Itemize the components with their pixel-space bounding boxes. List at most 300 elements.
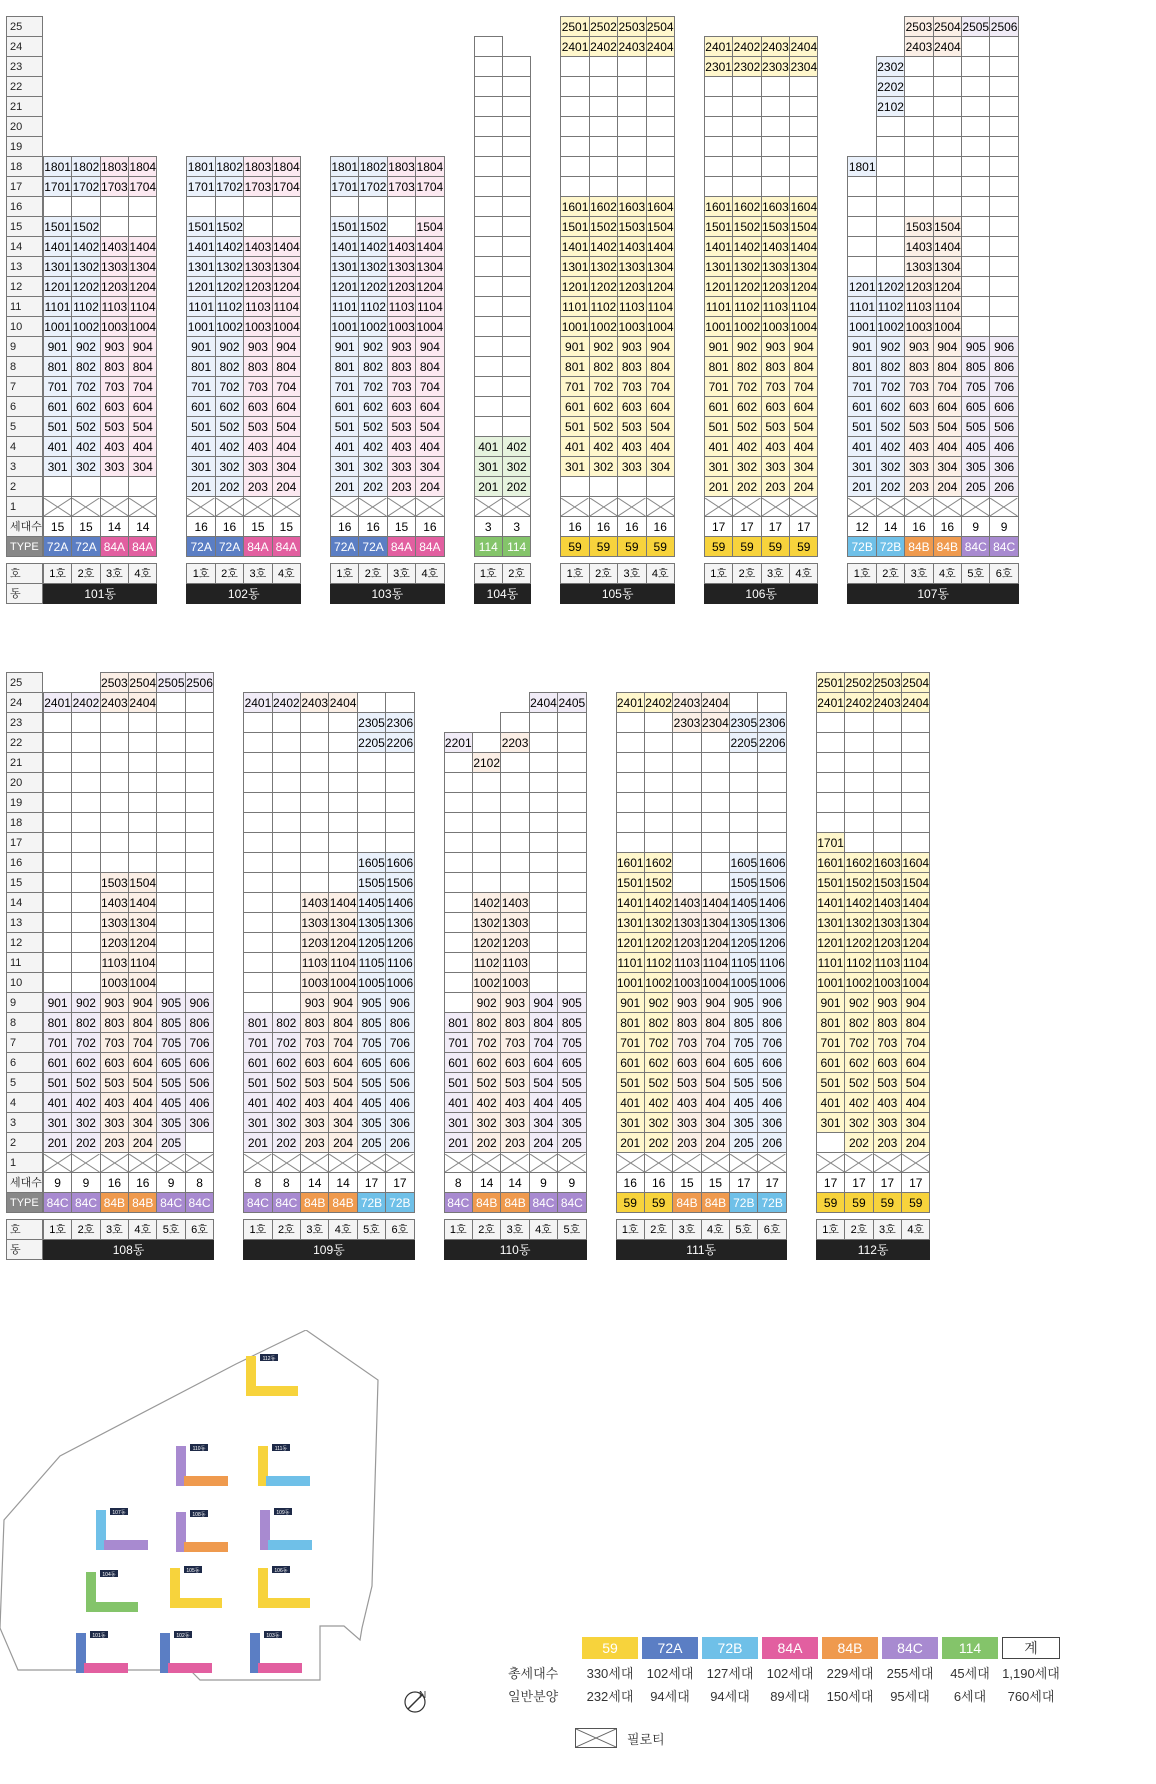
unit-cell: 602 [472,1053,500,1073]
households-count: 17 [790,517,818,537]
floor-label: 4 [7,437,43,457]
empty-unit-cell [933,117,961,137]
unit-cell: 202 [876,477,904,497]
empty-unit-cell [157,833,185,853]
ho-label: 2호 [502,564,530,584]
unit-cell: 1002 [589,317,617,337]
empty-unit-cell [474,97,502,117]
unit-cell: 1304 [902,913,930,933]
pilotis-cell [331,497,359,517]
empty-unit-cell [329,853,357,873]
empty-unit-cell [244,773,272,793]
unit-cell: 301 [43,1113,71,1133]
unit-cell: 803 [387,357,415,377]
empty-unit-cell [43,973,71,993]
empty-unit-cell [474,157,502,177]
unit-cell: 806 [990,357,1018,377]
unit-cell: 1501 [561,217,589,237]
unit-cell: 1004 [272,317,300,337]
empty-unit-cell [72,753,100,773]
unit-cell: 1606 [758,853,786,873]
type-badge: 59 [902,1193,930,1213]
dong-label: 111동 [616,1240,786,1260]
empty-unit-cell [873,793,901,813]
type-badge: 72A [187,537,215,557]
unit-cell: 1303 [387,257,415,277]
empty-unit-cell [761,137,789,157]
unit-cell: 1703 [244,177,272,197]
unit-cell: 202 [472,1133,500,1153]
unit-cell: 1201 [616,933,644,953]
empty-unit-cell [444,973,472,993]
ho-label: 6호 [758,1220,786,1240]
empty-unit-cell [529,773,557,793]
unit-cell: 904 [272,337,300,357]
empty-unit-cell [329,733,357,753]
unit-cell: 704 [129,1033,157,1053]
empty-unit-cell [301,853,329,873]
empty-unit-cell [244,833,272,853]
unit-cell: 404 [272,437,300,457]
unit-cell: 1001 [43,317,71,337]
households-count: 16 [644,1173,672,1193]
unit-cell: 1203 [905,277,933,297]
floor-label: 1 [7,497,43,517]
unit-cell: 304 [933,457,961,477]
empty-unit-cell [618,77,646,97]
type-badge: 59 [790,537,818,557]
unit-cell: 803 [873,1013,901,1033]
empty-unit-cell [561,77,589,97]
empty-unit-cell [129,217,157,237]
unit-cell: 2503 [905,17,933,37]
unit-cell: 303 [301,1113,329,1133]
unit-cell: 804 [272,357,300,377]
empty-unit-cell [758,753,786,773]
unit-cell: 501 [616,1073,644,1093]
unit-cell: 1204 [701,933,729,953]
empty-unit-cell [558,953,586,973]
unit-cell: 803 [618,357,646,377]
pilotis-cell [157,1153,185,1173]
ho-label: 4호 [902,1220,930,1240]
dong-label: 105동 [561,584,675,604]
pilotis-cell [933,497,961,517]
unit-cell: 1001 [187,317,215,337]
unit-cell: 301 [187,457,215,477]
floor-label: 14 [7,237,43,257]
empty-unit-cell [100,813,128,833]
unit-cell: 804 [529,1013,557,1033]
unit-cell: 604 [529,1053,557,1073]
legend-swatch-84C: 84C [882,1637,938,1659]
empty-unit-cell [129,833,157,853]
empty-unit-cell [474,337,502,357]
empty-unit-cell [472,773,500,793]
ho-label: 3호 [673,1220,701,1240]
unit-cell: 2403 [100,693,128,713]
ho-label: 2호 [845,1220,873,1240]
unit-cell: 604 [416,397,444,417]
empty-unit-cell [733,77,761,97]
unit-cell: 706 [386,1033,414,1053]
unit-cell: 1006 [758,973,786,993]
unit-cell: 2405 [558,693,586,713]
unit-cell: 802 [215,357,243,377]
empty-unit-cell [561,157,589,177]
unit-cell: 1403 [905,237,933,257]
unit-cell: 604 [790,397,818,417]
unit-cell: 803 [301,1013,329,1033]
type-badge: 84B [100,1193,128,1213]
type-badge: 84B [329,1193,357,1213]
unit-cell: 2506 [990,17,1018,37]
unit-cell: 1203 [244,277,272,297]
unit-cell: 503 [244,417,272,437]
site-building-block [184,1542,228,1552]
unit-cell: 306 [758,1113,786,1133]
empty-unit-cell [272,953,300,973]
empty-unit-cell [129,853,157,873]
empty-unit-cell [329,713,357,733]
empty-unit-cell [185,693,213,713]
pilotis-cell [761,497,789,517]
unit-cell: 602 [733,397,761,417]
pilotis-cell [129,1153,157,1173]
unit-cell: 2503 [100,673,128,693]
unit-cell: 1506 [758,873,786,893]
unit-cell: 503 [905,417,933,437]
floor-label: 7 [7,1033,43,1053]
empty-unit-cell [43,197,71,217]
unit-cell: 403 [244,437,272,457]
unit-cell: 1004 [129,973,157,993]
unit-cell: 602 [359,397,387,417]
unit-cell: 1002 [845,973,873,993]
unit-cell: 604 [646,397,674,417]
unit-cell: 203 [100,1133,128,1153]
type-badge: 84C [43,1193,71,1213]
empty-unit-cell [905,177,933,197]
unit-cell: 704 [902,1033,930,1053]
unit-cell: 1302 [733,257,761,277]
pilotis-cell [272,1153,300,1173]
unit-cell: 605 [558,1053,586,1073]
unit-cell: 1804 [129,157,157,177]
unit-cell: 903 [100,993,128,1013]
unit-cell: 903 [244,337,272,357]
empty-unit-cell [905,197,933,217]
dong-label: 106동 [704,584,818,604]
unit-cell: 1804 [416,157,444,177]
type-badge: 84C [990,537,1018,557]
type-badge: 84A [244,537,272,557]
unit-cell: 705 [357,1033,385,1053]
pilotis-cell [43,497,71,517]
unit-cell: 2301 [704,57,732,77]
unit-cell: 1203 [761,277,789,297]
unit-cell: 2504 [646,17,674,37]
unit-cell: 801 [616,1013,644,1033]
empty-unit-cell [100,833,128,853]
empty-unit-cell [301,713,329,733]
unit-cell: 1001 [704,317,732,337]
unit-cell: 1406 [386,893,414,913]
type-badge: 84C [244,1193,272,1213]
unit-cell: 1201 [187,277,215,297]
unit-cell: 1801 [848,157,876,177]
unit-cell: 1202 [644,933,672,953]
unit-cell: 1303 [244,257,272,277]
ho-label: 4호 [129,1220,157,1240]
unit-cell: 1102 [644,953,672,973]
unit-cell: 1003 [100,317,128,337]
unit-cell: 1504 [933,217,961,237]
ho-row-label: 호 [7,564,43,584]
unit-cell: 1203 [100,933,128,953]
unit-cell: 2504 [933,17,961,37]
empty-unit-cell [444,853,472,873]
households-count: 16 [561,517,589,537]
unit-cell: 2501 [561,17,589,37]
ho-label: 2호 [215,564,243,584]
empty-unit-cell [43,853,71,873]
legend-total-84C: 255세대 [886,1665,934,1681]
empty-unit-cell [272,733,300,753]
empty-unit-cell [416,197,444,217]
type-badge: 84B [905,537,933,557]
empty-unit-cell [905,57,933,77]
unit-cell: 601 [331,397,359,417]
empty-unit-cell [673,773,701,793]
unit-cell: 2504 [902,673,930,693]
empty-unit-cell [990,277,1018,297]
empty-unit-cell [589,57,617,77]
empty-unit-cell [962,317,990,337]
unit-cell: 501 [187,417,215,437]
empty-unit-cell [902,713,930,733]
empty-unit-cell [301,813,329,833]
households-count: 15 [701,1173,729,1193]
ho-label: 3호 [387,564,415,584]
ho-label: 4호 [933,564,961,584]
unit-cell: 2401 [816,693,844,713]
unit-cell: 401 [331,437,359,457]
unit-cell: 804 [790,357,818,377]
unit-cell: 703 [387,377,415,397]
empty-unit-cell [758,793,786,813]
unit-cell: 202 [845,1133,873,1153]
unit-cell: 603 [761,397,789,417]
empty-unit-cell [386,773,414,793]
unit-cell: 203 [673,1133,701,1153]
empty-unit-cell [876,157,904,177]
unit-cell: 1004 [902,973,930,993]
empty-unit-cell [990,57,1018,77]
unit-cell: 403 [501,1093,529,1113]
unit-cell: 1003 [673,973,701,993]
empty-unit-cell [157,753,185,773]
empty-unit-cell [501,713,529,733]
empty-unit-cell [730,753,758,773]
unit-cell: 903 [618,337,646,357]
empty-unit-cell [386,753,414,773]
empty-unit-cell [758,833,786,853]
unit-cell: 1803 [100,157,128,177]
unit-cell: 2201 [444,733,472,753]
households-count: 8 [244,1173,272,1193]
floor-label: 6 [7,397,43,417]
ho-label: 4호 [129,564,157,584]
site-building-block [258,1663,302,1673]
unit-cell: 2503 [873,673,901,693]
unit-cell: 2404 [701,693,729,713]
empty-unit-cell [502,257,530,277]
unit-cell: 401 [444,1093,472,1113]
unit-cell: 1303 [673,913,701,933]
unit-cell: 801 [816,1013,844,1033]
empty-unit-cell [616,713,644,733]
unit-cell: 1304 [933,257,961,277]
unit-cell: 1101 [848,297,876,317]
unit-cell: 2404 [329,693,357,713]
empty-unit-cell [157,893,185,913]
unit-cell: 302 [72,457,100,477]
unit-cell: 1201 [561,277,589,297]
unit-cell: 1702 [215,177,243,197]
unit-cell: 303 [100,457,128,477]
empty-unit-cell [701,773,729,793]
empty-unit-cell [472,873,500,893]
households-count: 9 [43,1173,71,1193]
unit-cell: 901 [43,337,71,357]
empty-unit-cell [474,417,502,437]
ho-label: 2호 [359,564,387,584]
unit-cell: 501 [848,417,876,437]
unit-cell: 504 [129,417,157,437]
dong-label: 107동 [848,584,1018,604]
unit-cell: 402 [502,437,530,457]
empty-unit-cell [962,277,990,297]
empty-unit-cell [704,137,732,157]
empty-unit-cell [616,833,644,853]
empty-unit-cell [701,833,729,853]
unit-cell: 402 [215,437,243,457]
unit-cell: 802 [272,1013,300,1033]
type-badge: 114 [474,537,502,557]
unit-cell: 202 [644,1133,672,1153]
unit-cell: 401 [43,1093,71,1113]
empty-unit-cell [100,733,128,753]
unit-cell: 1401 [616,893,644,913]
pilotis-cell [589,497,617,517]
unit-cell: 1504 [790,217,818,237]
floor-label: 19 [7,137,43,157]
unit-cell: 704 [790,377,818,397]
unit-cell: 302 [644,1113,672,1133]
empty-unit-cell [272,913,300,933]
empty-unit-cell [761,77,789,97]
pilotis-cell [100,1153,128,1173]
empty-unit-cell [157,933,185,953]
empty-unit-cell [72,893,100,913]
households-count: 8 [272,1173,300,1193]
legend-general-59: 232세대 [586,1688,634,1704]
unit-cell: 1701 [816,833,844,853]
unit-cell: 202 [215,477,243,497]
site-dong-tag-label: 102동 [176,1633,190,1639]
unit-cell: 903 [100,337,128,357]
empty-unit-cell [501,873,529,893]
empty-unit-cell [386,813,414,833]
empty-unit-cell [558,973,586,993]
unit-cell: 1601 [816,853,844,873]
pilotis-cell [873,1153,901,1173]
unit-cell: 306 [386,1113,414,1133]
unit-cell: 203 [301,1133,329,1153]
unit-cell: 1003 [905,317,933,337]
site-dong-tag-label: 108동 [192,1512,206,1518]
empty-unit-cell [816,733,844,753]
empty-unit-cell [529,733,557,753]
empty-unit-cell [876,117,904,137]
empty-unit-cell [444,753,472,773]
pilotis-cell [502,497,530,517]
type-badge: 84B [301,1193,329,1213]
unit-cell: 1303 [761,257,789,277]
unit-cell: 803 [501,1013,529,1033]
empty-unit-cell [359,197,387,217]
unit-cell: 1402 [733,237,761,257]
unit-cell: 601 [244,1053,272,1073]
unit-cell: 2304 [790,57,818,77]
floor-label: 5 [7,1073,43,1093]
unit-cell: 1606 [386,853,414,873]
floor-label: 11 [7,953,43,973]
pilotis-cell [962,497,990,517]
unit-cell: 1501 [331,217,359,237]
floor-label: 24 [7,693,43,713]
empty-unit-cell [386,793,414,813]
unit-cell: 805 [357,1013,385,1033]
unit-cell: 404 [129,1093,157,1113]
unit-cell: 305 [157,1113,185,1133]
empty-unit-cell [244,217,272,237]
ho-label: 1호 [244,1220,272,1240]
floor-label: 25 [7,673,43,693]
unit-cell: 1401 [816,893,844,913]
unit-cell: 602 [72,397,100,417]
unit-cell: 1002 [644,973,672,993]
unit-cell: 1103 [618,297,646,317]
unit-cell: 701 [43,377,71,397]
empty-unit-cell [472,833,500,853]
pilotis-cell [185,1153,213,1173]
pilotis-cell [244,497,272,517]
unit-cell: 902 [733,337,761,357]
unit-cell: 602 [272,1053,300,1073]
unit-cell: 1204 [790,277,818,297]
households-count: 14 [876,517,904,537]
unit-cell: 1104 [646,297,674,317]
unit-cell: 304 [272,457,300,477]
unit-cell: 504 [529,1073,557,1093]
empty-unit-cell [616,793,644,813]
empty-unit-cell [474,57,502,77]
empty-unit-cell [502,317,530,337]
type-badge: 84B [501,1193,529,1213]
unit-cell: 905 [558,993,586,1013]
